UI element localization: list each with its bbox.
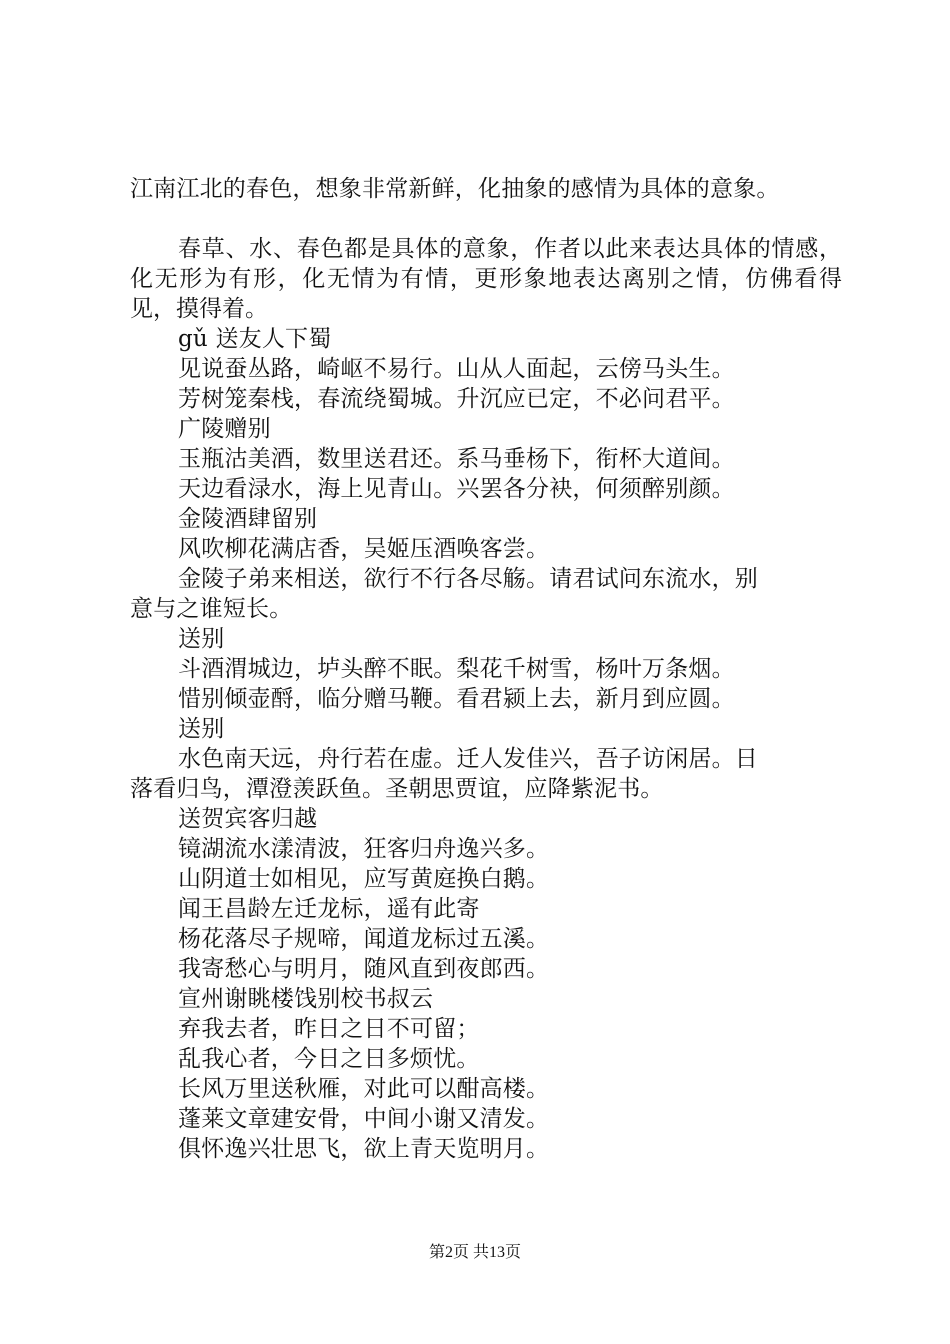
- poem-line: 天边看渌水，海上见青山。兴罢各分袂，何须醉别颜。: [178, 476, 735, 502]
- poem-line-continued: 落看归鸟，潭澄羡跃鱼。圣朝思贾谊，应降紫泥书。: [130, 776, 664, 802]
- document-body: [130, 174, 850, 1164]
- text-line: 江南江北的春色，想象非常新鲜，化抽象的感情为具体的意象。: [130, 176, 780, 202]
- poem-line: 杨花落尽子规啼，闻道龙标过五溪。: [178, 926, 550, 952]
- poem-line: 俱怀逸兴壮思飞，欲上青天览明月。: [178, 1136, 550, 1162]
- poem-line: 见说蚕丛路，崎岖不易行。山从人面起，云傍马头生。: [178, 356, 735, 382]
- poem-line: 金陵子弟来相送，欲行不行各尽觞。请君试问东流水，别: [178, 566, 758, 592]
- poem-line: 镜湖流水漾清波，狂客归舟逸兴多。: [178, 836, 550, 862]
- poem-title: 送贺宾客归越: [178, 806, 318, 832]
- poem-title: 广陵赠别: [178, 416, 271, 442]
- poem-line: 惜别倾壶酹，临分赠马鞭。看君颍上去，新月到应圆。: [178, 686, 735, 712]
- poem-line-continued: 意与之谁短长。: [130, 596, 293, 622]
- page-number-footer: 第2页 共13页: [428, 1244, 521, 1261]
- poem-line: 玉瓶沽美酒，数里送君还。系马垂杨下，衔杯大道间。: [178, 446, 735, 472]
- poem-title: 送别: [178, 626, 225, 652]
- poem-line: 长风万里送秋雁，对此可以酣高楼。: [178, 1076, 550, 1102]
- poem-title: 送别: [178, 716, 225, 742]
- poem-title: 金陵酒肆留别: [178, 506, 318, 532]
- poem-title: 宣州谢眺楼饯别校书叔云: [178, 986, 434, 1012]
- poem-title: 闻王昌龄左迁龙标，遥有此寄: [178, 896, 480, 922]
- poem-line: 芳树笼秦栈，春流绕蜀城。升沉应已定，不必问君平。: [178, 386, 735, 412]
- poem-line: 风吹柳花满店香，吴姬压酒唤客尝。: [178, 536, 550, 562]
- poem-line: 我寄愁心与明月，随风直到夜郎西。: [178, 956, 550, 982]
- poem-line: 乱我心者，今日之日多烦忧。: [178, 1046, 480, 1072]
- poem-line: 弃我去者，昨日之日不可留；: [178, 1016, 480, 1042]
- poem-line: 蓬莱文章建安骨，中间小谢又清发。: [178, 1106, 550, 1132]
- poem-line: 水色南天远，舟行若在虚。迁人发佳兴，吾子访闲居。日: [178, 746, 758, 772]
- poem-title: gǔ 送友人下蜀: [178, 326, 332, 352]
- poem-line: 山阴道士如相见，应写黄庭换白鹅。: [178, 866, 550, 892]
- poem-line: 斗酒渭城边，垆头醉不眠。梨花千树雪，杨叶万条烟。: [178, 656, 735, 682]
- body-paragraph: 春草、水、春色都是具体的意象，作者以此来表达具体的情感，化无形为有形，化无情为有情，更形象地表达离别之情，仿佛看得见，摸得着。: [130, 236, 842, 322]
